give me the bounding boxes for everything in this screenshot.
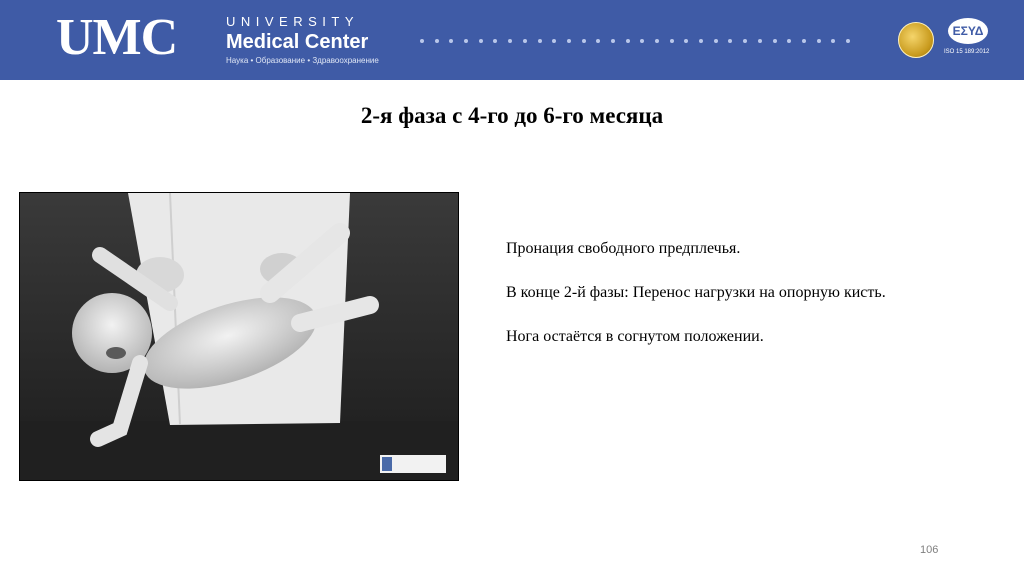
paragraph-leg-position: Нога остаётся в согнутом положении.	[506, 328, 764, 345]
logo-tagline: Наука • Образование • Здравоохранение	[226, 56, 379, 65]
logo-university-text: UNIVERSITY	[226, 14, 360, 29]
gold-seal-icon	[898, 22, 934, 58]
page-number: 106	[920, 544, 939, 556]
esyd-logo: ΕΣΥΔ	[948, 18, 988, 44]
header-banner	[0, 0, 1024, 80]
paragraph-weight-transfer: В конце 2-й фазы: Перенос нагрузки на опорную кисть.	[506, 284, 886, 301]
iso-certification: ISO 15 189:2012	[944, 49, 990, 55]
infant-photo-illustration	[20, 193, 458, 480]
infant-photo	[19, 192, 459, 481]
dotted-divider	[420, 37, 850, 45]
paragraph-pronation: Пронация свободного предплечья.	[506, 240, 741, 257]
slide-title: 2-я фаза с 4-го до 6-го месяца	[360, 103, 664, 128]
logo-medical-center-text: Medical Center	[226, 31, 369, 53]
description-text	[506, 238, 926, 370]
umc-logo: UMC	[56, 9, 178, 66]
